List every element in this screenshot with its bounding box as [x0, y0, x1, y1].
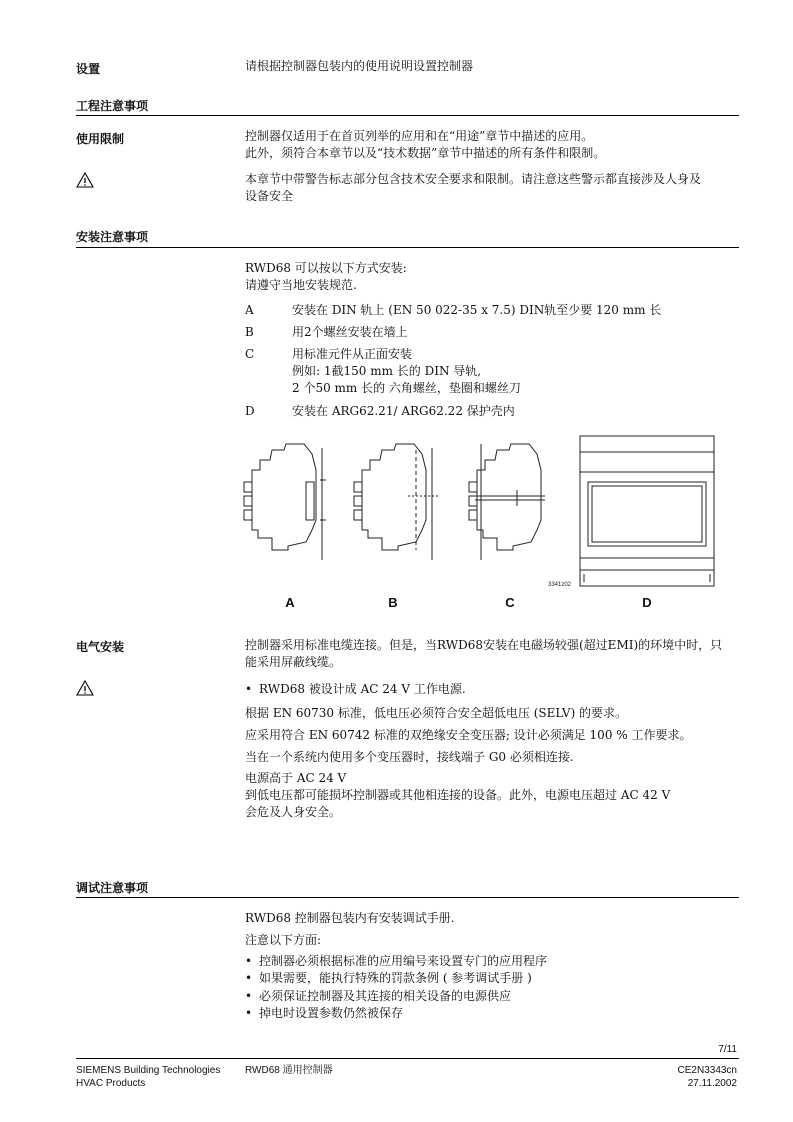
setup-text: 请根据控制器包装内的使用说明设置控制器: [245, 59, 474, 73]
engineering-title: 工程注意事项: [76, 99, 149, 113]
warning-icon: [76, 680, 94, 696]
figure-label-a: A: [285, 595, 295, 610]
commissioning-bullet-1: • 控制器必须根据标准的应用编号来设置专门的应用程序: [245, 953, 547, 970]
electrical-p2: 应采用符合 EN 60742 标准的双绝缘安全变压器; 设计必须满足 100 % 工作要求。: [245, 728, 692, 742]
electrical-label: 电气安装: [76, 640, 125, 654]
figure-d-drawing: [580, 436, 714, 586]
method-c-line-2: 例如: 1截150 mm 长的 DIN 导轨,: [292, 364, 482, 378]
restriction-line-1: 控制器仅适用于在首页列举的应用和在“用途”章节中描述的应用。: [245, 129, 594, 143]
restriction-label: 使用限制: [76, 132, 125, 146]
installation-intro-1: RWD68 可以按以下方式安装:: [245, 261, 407, 275]
footer-company: SIEMENS Building Technologies: [76, 1065, 221, 1076]
figure-code: 3341z02: [548, 582, 572, 588]
figure-c-drawing: [469, 444, 545, 560]
method-letter-c: C: [245, 347, 255, 361]
footer-division: HVAC Products: [76, 1078, 146, 1089]
footer-date: 27.11.2002: [687, 1078, 737, 1089]
warning-icon: [76, 172, 94, 188]
figure-a-drawing: [244, 444, 326, 560]
warning-line-2: 设备安全: [245, 189, 294, 203]
electrical-bullet: • RWD68 被设计成 AC 24 V 工作电源.: [245, 681, 466, 698]
electrical-p4-line-2: 到低电压都可能损坏控制器或其他相连接的设备。此外，电源电压超过 AC 42 V: [245, 788, 671, 802]
commissioning-bullet-2: • 如果需要，能执行特殊的罚款条例 ( 参考调试手册 ): [245, 970, 532, 987]
electrical-intro-2: 能采用屏蔽线缆。: [245, 655, 342, 669]
setup-label: 设置: [76, 62, 101, 76]
installation-intro-2: 请遵守当地安装规范.: [245, 278, 357, 292]
method-letter-b: B: [245, 325, 254, 339]
figure-b-drawing: [354, 444, 440, 560]
footer-rule: [76, 1058, 739, 1059]
figure-label-b: B: [388, 595, 398, 610]
figure-label-c: C: [505, 595, 515, 610]
method-b-line-1: 用2个螺丝安装在墙上: [292, 325, 408, 339]
figure-label-d: D: [642, 595, 652, 610]
electrical-p4-line-3: 会危及人身安全。: [245, 805, 342, 819]
footer-doc-id: CE2N3343cn: [677, 1065, 737, 1076]
commissioning-rule: [76, 897, 739, 898]
commissioning-bullet-4: • 掉电时设置参数仍然被保存: [245, 1005, 403, 1022]
commissioning-intro-1: RWD68 控制器包装内有安装调试手册.: [245, 911, 455, 925]
installation-rule: [76, 247, 739, 248]
electrical-p3: 当在一个系统内使用多个变压器时，接线端子 G0 必须相连接.: [245, 750, 574, 764]
page-number: 7/11: [718, 1044, 737, 1055]
method-letter-d: D: [245, 404, 255, 418]
footer-product: RWD68 通用控制器: [245, 1065, 333, 1076]
installation-title: 安装注意事项: [76, 230, 149, 244]
commissioning-intro-2: 注意以下方面:: [245, 933, 322, 947]
method-a-line-1: 安装在 DIN 轨上 (EN 50 022-35 x 7.5) DIN轨至少要 120 mm 长: [292, 303, 662, 317]
method-letter-a: A: [245, 303, 254, 317]
restriction-line-2: 此外，须符合本章节以及“技术数据”章节中描述的所有条件和限制。: [245, 146, 606, 160]
method-d-line-1: 安装在 ARG62.21/ ARG62.22 保护壳内: [292, 404, 515, 418]
engineering-rule: [76, 115, 739, 116]
mounting-figure: [236, 430, 736, 595]
electrical-intro-1: 控制器采用标准电缆连接。但是，当RWD68安装在电磁场较强(超过EMI)的环境中时，只: [245, 638, 723, 652]
method-c-line-3: 2 个50 mm 长的 六角螺丝，垫圈和螺丝刀: [292, 381, 521, 395]
electrical-p1: 根据 EN 60730 标准，低电压必须符合安全超低电压 (SELV) 的要求。: [245, 706, 628, 720]
electrical-p4-line-1: 电源高于 AC 24 V: [245, 771, 347, 785]
commissioning-title: 调试注意事项: [76, 881, 149, 895]
commissioning-bullet-3: • 必须保证控制器及其连接的相关设备的电源供应: [245, 988, 511, 1005]
warning-line-1: 本章节中带警告标志部分包含技术安全要求和限制。请注意这些警示都直接涉及人身及: [245, 172, 702, 186]
method-c-line-1: 用标准元件从正面安装: [292, 347, 413, 361]
